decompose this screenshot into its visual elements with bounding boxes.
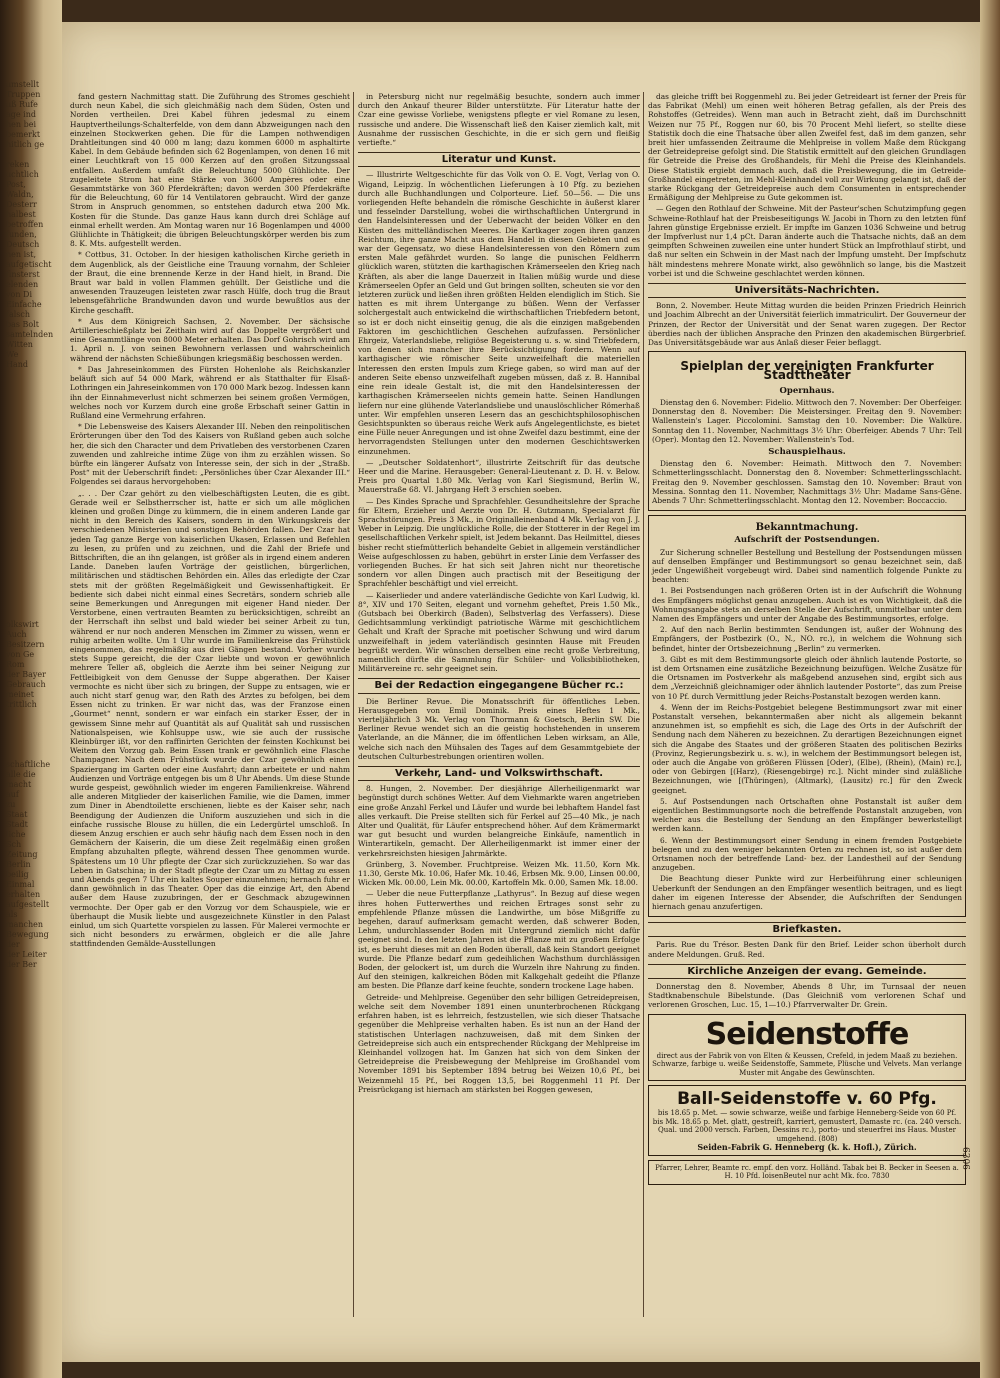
article-paragraph: — Illustrirte Weltgeschichte für das Volk von O. E. Vogt, Verlag von O. Wigand, Leipzig. In wöchentlichen Lieferungen à 10 Pfg. zu beziehen durch alle Buchhandlungen und Colporteure. Lief. 50—56. — Die uns vorliegenden Hefte behandeln die römische Geschichte in äußerst klarer und fesselnder Darstellung, wobei die wirthschaftlichen Untergrund in den Handelsinteressen und der Ueberwacht der beiden Völker en den Küsten des mittelländischen Meeres. Die Kartkager zogen ihren ganzen Reichtum, ihre ganze Macht aus dem Handel in diesen Gebieten und es war der Gegensatz, wo diese Handelsinteressen von den Römern zum ersten Male gefährdet wurden. So lange die punischen Feldherrn glücklich waren, stützten die karthagischen Krämerseelen den Krieg nach Kräften, als aber die lange Dauerzeit in Italien müßig wurde und diese Krämerseelen Opfer an Geld und Gut bringen sollten, scheuten sie vor den letzteren zurück und ließen ihren größten Helden elendiglich im Stich. Sie hatten es mit ihrem Untergange zu büßen. Wenn der Verfasser solchergestalt auch entwickelnd die wirthschaftlichen Triebfedern betont, so ist er doch nicht einseitig genug, die als die einzigen maßgebenden Faktoren im geschichtlichen Geschehen aufzufassen. Persönlicher Ehrgeiz, Vaterlandsliebe, religiöse Begeisterung u. s. w. sind Triebfedern, von denen sich mancher ihre Berücksichtigung fordern. Wenn auf karthagischer wie römischer Seite unzweifelhaft die materiellen Interessen den ersten Impuls zum Kriege gaben, so wird man auf der anderen Seite ebenso unzweifelhaft zugeben müssen, daß z. B. Hannibal eine rein ideale Gestalt ist, die mit den Handelsinteressen der karthagischen Krämerseelen nichts gemein hatte. Seinen Handlungen liefern nur eine glühende Vaterlandsliebe und unauslöschlicher Römerhaß unter. Wir empfehlen unseren Lesern das an geschichtsphilosophischen Gesichtspunkten so überaus reiche Werk aufs Angelegentlichste, es bietet eine Fülle neuer Anregungen und ist ohne Zweifel dazu bestimmt, eine der hervorragendsten Stellungen unter den modernen Geschichtswerken einzunehmen. xyxy=(358,170,640,456)
advertisement-tobacco xyxy=(648,1160,966,1185)
notice-item: 1. Bei Postsendungen nach größeren Orten ist in der Aufschrift die Wohnung des Empfängers möglichst genau anzugeben. Auch ist es von Wichtigkeit, daß die Wohnungsangabe stets an derselben Stelle der Aufschrift, unmittelbar unter dem Namen des Empfängers und unter der Angabe des Bestimmungsortes, erfolge. xyxy=(652,586,962,623)
article-paragraph: das gleiche trifft bei Roggenmehl zu. Bei jeder Getreideart ist ferner der Preis für das Fabrikat (Mehl) um einen weit höheren Betrag gefallen, als der Preis des Rohstoffes (Getreides). Wenn man auch in Betracht zieht, daß im Durchschnitt Weizen nur 75 Pf., Roggen nur 60, bis 70 Procent Mehl liefert, so stellte diese Statistik doch die eine Thatsache über allen Zweifel fest, daß im dem ganzen, sehr breit hier umfassenden Zeitraume die Mehlpreise in vollem Maße dem Rückgang der Getreidepreise gefolgt sind. Die Statistik ermittelt auf den gleichen Grundlagen für Getreide die Preise des Großhandels, für Mehl die Preise des Kleinhandels. Diese Statistik ergiebt demnach auch, daß die Preisbewegung, die im Getreide-Großhandel eingetreten, im Mehl-Kleinhandel voll zur Wirkung gelangt ist, daß der starke Rückgang der Getreidepreise auch dem Consumenten in entsprechender Ermäßigung der Mehlpreise zu Gute gekommen ist. xyxy=(648,92,966,203)
article-paragraph: * Das Jahreseinkommen des Fürsten Hohenlohe als Reichskanzler beläuft sich auf 54 000 Mark, während er als Statthalter für Elsaß-Lothringen ein Jahreseinkommen von 170 000 Mark bezog. Indessen kann ihn der Einnahmeverlust nicht schmerzen bei seinem großen Vermögen, welches noch vor Kurzem durch eine große Erbschaft seiner Gattin in Rußland eine Vermehrung erfahren. xyxy=(70,364,350,420)
column-rule xyxy=(353,92,354,1317)
section-heading-economy: Verkehr, Land- und Volkswirthschaft. xyxy=(358,766,640,781)
notice-item: 5. Auf Postsendungen nach Ortschaften ohne Postanstalt ist außer dem eigentlichen Bestimmungsorte noch die betreffende Postanstalt anzugeben, von welcher aus die Bestellung der Sendung an den Empfänger bewerkstelligt werden kann. xyxy=(652,796,962,834)
notice-box xyxy=(648,515,966,917)
article-paragraph: * Cottbus, 31. October. In der hiesigen katholischen Kirche gerieth in dem Augenblick, als der Geistliche eine Trauung vornahm, der Schleier der Braut, die eine brennende Kerze in der Hand hielt, in Brand. Die Braut war bald in vollen Flammen gehüllt. Der Geistliche und die anwesenden Trauzeugen leisteten zwar rasch Hülfe, doch trug die Braut lebensgefährliche Brandwunden davon und wurde bewußtlos aus der Kirche geschafft. xyxy=(70,250,350,315)
side-number: 6306 xyxy=(960,1147,970,1170)
article-paragraph: — Ueber die neue Futterpflanze „Lathyrus“. In Bezug auf diese wegen ihres hohen Futterwerthes und reichen Ertrages sonst sehr zu empfehlende Pflanze müssen die Landwirthe, um böse Mißgriffe zu begehen, darauf aufmerksam gemacht werden, daß schwerer Boden, Lehm, undurchlassender Boden mit Untergrund ziemlich nicht dafür geeignet sind. In den letzten Jahren ist die Pflanze mit zu großem Erfolge ist, es beruht dieses mit an den Boden überall, daß kein Standort geeignet wurde. Die Pflanze bedarf zum gedeihlichen Wachsthum durchlässigen Boden, der gelockert ist, um durch die Wurzeln ihre Nahrung zu finden. Auf den steinigen, kalkreichen Böden mit Kalkgehalt gedeiht die Pflanze am besten. Die Pflanze darf keine feuchte, sondern trockene Lage haben. xyxy=(358,889,640,991)
advertisement-ball-silk xyxy=(648,1085,966,1156)
column-1 xyxy=(70,92,350,1317)
notice-item: 2. Auf den nach Berlin bestimmten Sendungen ist, außer der Wohnung des Empfängers, der Postbezirk (O., N., NO. rc.), in welchem die Wohnung sich befindet, hinter der Ortsbezeichnung „Berlin“ zu vermerken. xyxy=(652,625,962,653)
ad-company: Seiden-Fabrik G. Henneberg (k. k. Hofl.), Zürich. xyxy=(697,1142,917,1153)
notice-subheading: Aufschrift der Postsendungen. xyxy=(734,535,880,546)
section-heading-literature: Literatur und Kunst. xyxy=(358,152,640,167)
column-2 xyxy=(358,92,640,1317)
article-paragraph: — Des Kindes Sprache und Sprachfehler. Gesundheitslehre der Sprache für Eltern, Erzieher und Aerzte von Dr. H. Gutzmann, Specialarzt für Sprachstörungen. Preis 3 Mk., in Originalleinenband 4 Mk. Verlag von J. J. Weber in Leipzig. Die unglückliche Rolle, die der Stotterer in der Regel im gesellschaftlichen Verkehr spielt, ist Jedem bekannt. Das Heilmittel, dieses bisher recht stiefmütterlich behandelte Gebiet in allgemein verständlicher Weise aufgeschlossen zu haben, gebührt in erster Linie dem Verfasser des vorliegenden Buches. Er hat sich seit Jahren nicht nur theoretische sondern vor allen Dingen auch practisch mit der Beseitigung der Sprachfehler beschäftigt und viel erreicht. xyxy=(358,496,640,589)
page-edge xyxy=(980,0,1000,1378)
article-paragraph: * Aus dem Königreich Sachsen, 2. November. Der sächsische Artillerieschießplatz bei Zeithain wird auf das Doppelte vergrößert und eine Gesammtlänge von 8000 Meter erhalten. Das Dorf Gohrisch wird am 1. April n. J. von seinen Bewohnern verlassen und wahrscheinlich während der nächsten Schießübungen kriegsmäßig beschossen werden. xyxy=(70,316,350,363)
advertisement-silk xyxy=(648,1014,966,1082)
article-paragraph: Donnerstag den 8. November, Abends 8 Uhr, im Turnsaal der neuen Stadtknabenschule Bibelstunde. (Das Gleichniß vom verlorenen Schaf und verlorenen Groschen, Luc. 15, 1—10.) Pfarrverwalter Dr. Grein. xyxy=(648,982,966,1010)
article-paragraph: Bonn, 2. November. Heute Mittag wurden die beiden Prinzen Friedrich Heinrich und Joachim Albrecht an der Universität feierlich immatriculirt. Der Gouverneur der Prinzen, der Rector der Universität und der Senat waren zugegen. Der Rector überdies nach der üblichen Ansprache den Prinzen den akademischen Bürgerbrief. Das Universitätsgebäude war aus Anlaß dieser Feier beflaggt. xyxy=(648,301,966,348)
column-3 xyxy=(648,92,966,1317)
section-heading-church: Kirchliche Anzeigen der evang. Gemeinde. xyxy=(648,964,966,979)
opera-subheading: Opernhaus. xyxy=(779,385,835,396)
article-paragraph: Grünberg, 3. November. Fruchtpreise. Weizen Mk. 11.50, Korn Mk. 11.30, Gerste Mk. 10.06, Hafer Mk. 10.46, Erbsen Mk. 9.00, Linsen 00.00, Wicken Mk. 00.00, Lein Mk. 00.00, Kartoffeln Mk. 0.00, Samen Mk. 18.00. xyxy=(358,859,640,888)
theater-heading: Spielplan der vereinigten Frankfurter Stadttheater xyxy=(680,359,934,383)
article-paragraph: Getreide- und Mehlpreise. Gegenüber den sehr billigen Getreidepreisen, welche seit dem November 1891 einen ununterbrochenen Rückgang erfahren haben, ist es lehrreich, festzustellen, wie sich dieser Thatsache gegenüber die Mehlpreise verhalten haben. Es ist nun an der Hand der statistischen Unterlagen nachzuweisen, daß mit dem Sinken der Getreidepreise sich auch ein entsprechender Rückgang der Mehlpreise im Kleinhandel vollzogen hat. Im Ganzen hat sich von dem Sinken der Getreidepreise die Preisbewegung der Mehlpreise im Großhandel vom November 1891 bis September 1894 betrug bei Weizen 10,6 Pf., bei Weizenmehl 15 Pf., bei Roggen 13,5, bei Roggenmehl 11 Pf. Der Preisrückgang ist hiernach am stärksten bei Roggen gewesen, xyxy=(358,992,640,1094)
ad-headline: Ball-Seidenstoffe v. 60 Pfg. xyxy=(677,1089,937,1110)
article-paragraph: Paris. Rue du Trésor. Besten Dank für den Brief. Leider schon überholt durch andere Meldungen. Gruß. Red. xyxy=(648,940,966,959)
notice-item: 3. Gibt es mit dem Bestimmungsorte gleich oder ähnlich lautende Postorte, so ist dem Ortsnamen eine zusätzliche Bezeichnung beizufügen. Welche Zusätze für die Ortsnamen im Postverkehr als maßgebend anzusehen sind, ergibt sich aus dem „Verzeichniß gleichnamiger oder ähnlich lautender Postorte“, das zum Preise von 10 Pf. durch Vermittlung jeder Reichs-Postanstalt bezogen werden kann. xyxy=(652,654,962,701)
section-heading-university: Universitäts-Nachrichten. xyxy=(648,283,966,298)
book-spine xyxy=(0,0,62,1378)
opera-schedule: Dienstag den 6. November: Fidelio. Mittwoch den 7. November: Der Oberfeiger. Donnerstag den 8. November: Die Meistersinger. Freitag den 9. November: Wallenstein's Lager. Piccolomini. Samstag den 10. November: Die Walküre. Sonntag den 11. November, Nachmittags 3½ Uhr: Oberfeiger. Abends 7 Uhr: Tell (Oper). Montag den 12. November: Wallenstein's Tod. xyxy=(652,397,962,444)
article-paragraph: fand gestern Nachmittag statt. Die Zuführung des Stromes geschieht durch neun Kabel, die sich gleichmäßig nach dem Süden, Osten und Norden vertheilen. Drei Kabel führen jedesmal zu einem Hauptvertheilungs-Schalterfelde, von dem dann Abzweigungen nach den einzelnen Stockwerken gehen. Die für die Lampen nothwendigen Drahtleitungen sind 40 000 m lang; dazu kommen 6000 m asphaltirte Kabel. In dem Gebäude befinden sich 62 Bogenlampen, von denen 16 mit einer Leuchtkraft von 15 000 Kerzen auf den großen Sitzungssaal entfallen. Außerdem umfaßt die Beleuchtung 5000 Glühlichte. Der zugeleitete Strom hat eine Stärke von 3600 Ampères oder eine Gesammtstärke von 360 Pferdekräften; davon werden 300 Pferdekräfte für die Beleuchtung, 60 für 14 Ventilatoren gebraucht. Wird der ganze Strom in Anspruch genommen, so entstehen dadurch etwa 200 Mk. Kosten für die Stunde. Das ganze Haus kann durch drei Schläge auf einmal erhellt werden. Am Montag waren nur 16 Bogenlampen und 4000 Glühlichte in Thätigkeit; die übrigen Beleuchtungskörper werden bis zum 8. K. Mts. aufgestellt werden. xyxy=(70,92,350,249)
notice-heading: Bekanntmachung. xyxy=(755,522,859,534)
spine-text-fragment: olkswirt Auch Besitzern von Ge Rom der Bayer Gebrauch meinet trittlich xyxy=(6,620,46,709)
article-paragraph: — Gegen den Rothlauf der Schweine. Mit der Pasteur'schen Schutzimpfung gegen Schweine-Rothlauf hat der Preisbeseitigungs W. Jacobi in Thorn zu den letzten fünf Jahren günstige Ergebnisse erzielt. Er impfte im Ganzen 1036 Schweine und betrug der Impfverlust nur 1,4 pCt. Daran änderte auch die Thatsache nichts, daß an dem geimpften Schweinen zuweilen eine unter hundert Stück an Impfrothlauf stirbt, und daß nur selten ein Schwein in der Mast nach der Impfung umsteht. Der Impfschutz hält mindestens mehrere Monate wirkt, also gewöhnlich so lange, bis die Mastzeit vorbei ist und die Schweine geschlachtet werden können. xyxy=(648,204,966,278)
article-paragraph: — „Deutscher Soldatenhort“, illustrirte Zeitschrift für das deutsche Heer und die Marine. Herausgeber: General-Lieutenant z. D. H. v. Below. Preis pro Quartal 1.80 Mk. Verlag von Karl Siegismund, Berlin W., Mauerstraße 68. VI. Jahrgang Heft 3 erschien soeben. xyxy=(358,457,640,495)
notice-item: 6. Wenn der Bestimmungsort einer Sendung in einem fremden Postgebiete belegen und zu den weniger bekannten Orten zu rechnen ist, so ist außer dem Ortsnamen noch der betreffende Land- bez. der Landestheil auf der Sendung anzugeben. xyxy=(652,835,962,873)
article-paragraph: * Die Lebensweise des Kaisers Alexander III. Neben den reinpolitischen Erörterungen über den Tod des Kaisers von Rußland geben auch solche her, die sich den Character und dem Privatleben des verstorbenen Czaren zuwenden und zahlreiche intime Züge von ihm zu erzählen wissen. So bürfte ein längerer Aufsatz von Interesse sein, der sich in der „Straßb. Post“ mit der Ueberschrift findet: „Persönliches über Czar Alexander III.“ Folgendes sei daraus hervorgehoben: xyxy=(70,422,350,487)
theater-schedule: Dienstag den 6. November: Heimath. Mittwoch den 7. November: Schmetterlingsschlacht. Donnerstag den 8. November: Schmetterlingsschlacht. Freitag den 9. November geschlossen. Samstag den 10. November: Braut von Messina. Sonntag den 11. November, Nachmittags 3½ Uhr: Madame Sans-Gêne. Abends 7 Uhr: Schmetterlingsschlacht. Montag den 12. November: Boccaccio. xyxy=(652,459,962,505)
ad-body: direct aus der Fabrik von von Elten & Keussen, Crefeld, in jedem Maaß zu beziehen. Schwarze, farbige u. weiße Seidenstoffe, Sammete, Plüsche und Velvets. Man verlange Muster mit Angabe des Gewünschten. xyxy=(652,1051,962,1077)
notice-item: Die Beachtung dieser Punkte wird zur Herbeiführung einer schleunigen Ueberkunft der Sendungen an den Empfänger wesentlich beitragen, und es liegt daher im eigenen Interesse der Absender, die Aufschriften der Sendungen hiernach genau anzufertigen. xyxy=(652,874,962,912)
article-paragraph: in Petersburg nicht nur regelmäßig besuchte, sondern auch immer durch den Ankauf theurer Bilder unterstützte. Für Literatur hatte der Czar eine gewisse Vorliebe, wenigstens pflegte er viel Romane zu lesen, russische und andere. Die Wissenschaft ließ den Kaiser ziemlich kalt, mit Ausnahme der russischen Geschichte, in die er sich gern und fleißig vertiefte.“ xyxy=(358,92,640,148)
ad-headline: Seidenstoffe xyxy=(705,1016,909,1052)
notice-intro: Zur Sicherung schneller Bestellung und Bestellung der Postsendungen müssen auf denselben Empfänger und Bestimmungsort so genau bezeichnet sein, daß jeder Ungewißheit vorgebeugt wird. Dabei sind namentlich folgende Punkte zu beachten: xyxy=(652,547,962,585)
article-paragraph: 8. Hungen, 2. November. Der diesjährige Allerheiligenmarkt war begünstigt durch schönes Wetter. Auf dem Viehmarkte waren angetrieben eine große Anzahl Ferkel und Läufer und wurde bei lebhaftem Handel fast alles verkauft. Die Preise stellten sich für Ferkel auf 25—40 Mk., je nach Alter und Qualität, für Läufer entsprechend höher. Auf dem Krämermarkt war gut besucht und wurden belangreiche Einkäufe, namentlich in Winterartikeln, gemacht. Der Allerheiligenmarkt ist immer einer der verkehrsreichsten hiesigen Jahrmärkte. xyxy=(358,784,640,858)
theater-box xyxy=(648,351,966,511)
ad-body: Pfarrer, Lehrer, Beamte rc. empf. den vorz. Holländ. Tabak bei B. Becker in Seesen a. H. 10 Pfd. loisenBeutel nur acht Mk. fco. 7830 xyxy=(655,1163,959,1181)
column-rule xyxy=(643,92,644,1317)
spine-text-fragment: umstellt Truppen uß Rufe age ind hen bei bemerkt hitlich ge reken uchtlich Post, Waldn, Desterr halbest betroffen funden, Deutsch nen ist, aufgetischt finsterst elenden von Di Einfache falsch bas Bolt samtelnden Witten We Hand xyxy=(6,80,54,369)
article-paragraph: — Kaiserlieder und andere vaterländische Gedichte von Karl Ludwig, kl. 8°, XIV und 170 Seiten, elegant und vornehm geheftet, Preis 1.50 Mk., (Gutsbach bei Oberkirch (Baden), Selbstverlag des Verfassers). Diese Gedichtsammlung verkündigt patriotische Wärme mit geschichtlichem Gehalt und Kraft der Sprache mit poetischer Schwung und wird darum unzweifelhaft in jedem vaterländisch gesinnten Hause mit Freuden begrüßt werden. Wir wünschen derselben eine recht große Verbreitung, namentlich dürfte die Sammlung für Schüler- und Volksbibliotheken, Militärvereine rc. sehr geeignet sein. xyxy=(358,590,640,674)
newspaper-page xyxy=(62,22,980,1362)
notice-item: 4. Wenn der im Reichs-Postgebiet belegene Bestimmungsort zwar mit einer Postanstalt versehen, bekanntermaßen aber nicht als allgemein bekannt anzunehmen ist, so empfiehlt es sich, die Lage des Orts in der Aufschrift der Sendung nach dem Näheren zu bezeichnen. Zu derartigen Bezeichnungen eignet sich die Angabe des Staates und der größeren Staaten des politischen Bezirks (Provinz, Regierungsbezirk u. s. w.), in welchem der Bestimmungsort belegen ist, oder auch die Angabe von größeren Flüssen [Oder), (Elbe), (Rhein), (Main) rc.], oder von Gebirgen [(Harz), (Riesengebirge) rc.]. Nicht minder sind zuläßliche Bezeichnungen, wie [(Thüringen), (Altmark), (Lausitz) rc.] für den Zweck geeignet. xyxy=(652,702,962,795)
article-paragraph: „. . . Der Czar gehört zu den vielbeschäftigsten Leuten, die es gibt. Gerade weil er Selbstherrscher ist, hatte er sich um alle möglichen kleinen und großen Dinge zu kümmern, die in einem anderen Lande gar nicht in den Bereich des Kaisers, sondern in den Wirkungskreis der verschiedenen Ministerien und sonstigen Behörden fallen. Der Czar hat jeden Tag ganze Berge von kaiserlichen Ukasen, Erlassen und Befehlen zu lesen, zu prüfen und zu zeichnen, und die Zahl der Briefe und Bittschriften, die an ihn gelangen, ist größer als in irgend einem anderen Lande. Daneben laufen Vorträge der geistlichen, bürgerlichen, militärischen und städtischen Behörden ein. Alles das erledigte der Czar stets mit der größten Regelmäßigkeit und Gewissenhaftigkeit. Er bediente sich dabei nicht einmal eines Secretärs, sondern schrieb alle seine Bemerkungen und Anregungen mit eigener Hand nieder. Der Verstorbene, einen vertrauten Beamten zu berücksichtigen, schreibt an der Herrschaft ihn selbst und bald wieder bei seiner Arbeit zu tun, während er nur noch anderen Menschen im Zimmer zu wissen, wenn er ruhig arbeiten wollte. Um 1 Uhr wurde im Familienkreise das Frühstück eingenommen, das regelmäßig aus drei Gängen bestand. Vorher wurde stets Suppe gereicht, die der Czar liebte und wovon er gewöhnlich mehrere Teller aß, obgleich die Aerzte ihm bei seiner Neigung zur Fettleibigkeit von dem Genusse der Suppe abgerathen. Der Kaiser vermochte es nicht über sich zu bringen, der Suppe zu entsagen, wie er auch nicht starf genug war, den Rath des Arztes zu befolgen, bei dem Essen nicht zu trinken. Er war nicht das, was der Franzose einen „Gourmet“ nennt, sondern er war einfach ein starker Esser, der in gewissem Sinne mehr auf Quantität als auf Qualität sah und russischen Nationalspeisen, wie Kohlsuppe usw., wie sie auch der russische Kleinbürger ißt, vor den raffinirten Gerichten der feinsten Kochkunst bei Weitem den Vorzug gab. Beim Essen trank er gewöhnlich eine Flasche Champagner. Nach dem Frühstück wurde der Czar gewöhnlich einen Spaziergang im Garten oder eine Ausfahrt; dann arbeitete er und nahm Audienzen und Vorträge entgegen bis um 8 Uhr Abends. Um diese Stunde wurde gespeist, gewöhnlich wieder im engeren Familienkreise. Während alle anderen Mitglieder der kaiserlichen Familie, wie die Damen, immer zum Diner in Abendtoilette erschienen, liebte es der Kaiser sehr, nach Beendigung der Audienzen die Uniform auszuziehen und sich in die einfache russische Blouse zu hüllen, die ein Ledergürtel umschloß. In diesem Anzug erschien er auch sehr häufig nach dem Essen noch in den Gemächern der Kaiserin, die um diese Zeit regelmäßig einen großen Empfang abzuhalten pflegte, während dessen Thee genommen wurde. Spätestens um 10 Uhr pflegte der Czar sich zurückzuziehen. So war das Leben in Gatschina; in der Stadt pflegte der Czar um zu Mittag zu essen und Abends gegen 7 Uhr ein kaltes Souper einzunehmen; hernach fuhr er dann gewöhnlich in das Theater. Oper das die einzige Art, den Abend außer dem Hause zuzubringen, der er Geschmack abzugewinnen vermochte. Der Oper gab er den Vorzug vor dem Schauspiele, wie er überhaupt die Musik liebte und ausgezeichnete Künstler in den Palast einlud, um sich Quartette vorspielen zu lassen. Für Malerei vermochte er sich nicht besonders zu erwärmen, obgleich er die alle Jahre stattfindenden Gemälde-Ausstellungen xyxy=(70,488,350,949)
section-heading-mailbox: Briefkasten. xyxy=(648,922,966,937)
ad-body: bis 18.65 p. Met. — sowie schwarze, weiße und farbige Henneberg-Seide von 60 Pf. bis Mk. 18.65 p. Met. glatt, gestreift, karriert, gemustert, Damaste rc. (ca. 240 versch. Qual. und 2000 versch. Farben, Dessins rc.), porto- und steuerfrei ins Haus. Muster umgehend. (808) xyxy=(652,1109,962,1143)
section-heading-books-received: Bei der Redaction eingegangene Bücher rc.: xyxy=(358,678,640,693)
theater-subheading: Schauspielhaus. xyxy=(768,446,846,457)
spine-text-fragment: schaftliche alle die macht auf zu Staat Stadt liche Sch Zeitung Berlin beilig Einmal erhalten aufgestellt als manchen Bewegung der der Leiter der Ber xyxy=(6,760,51,969)
article-paragraph: Die Berliner Revue. Die Monatsschrift für öffentliches Leben. Herausgegeben von Emil Dominik. Preis eines Heftes 1 Mk., vierteljährlich 3 Mk. Verlag von Thormann & Goetsch, Berlin SW. Die Berliner Revue wendet sich an die geistig hochstehenden in unserem Vaterlande, an die Männer, die im öffentlichen Leben wirksam, an Alle, welche sich nach den Mühsalen des Tages auf dem Gesammtgebiete der deutschen Culturbestrebungen orientiren wollen. xyxy=(358,696,640,761)
